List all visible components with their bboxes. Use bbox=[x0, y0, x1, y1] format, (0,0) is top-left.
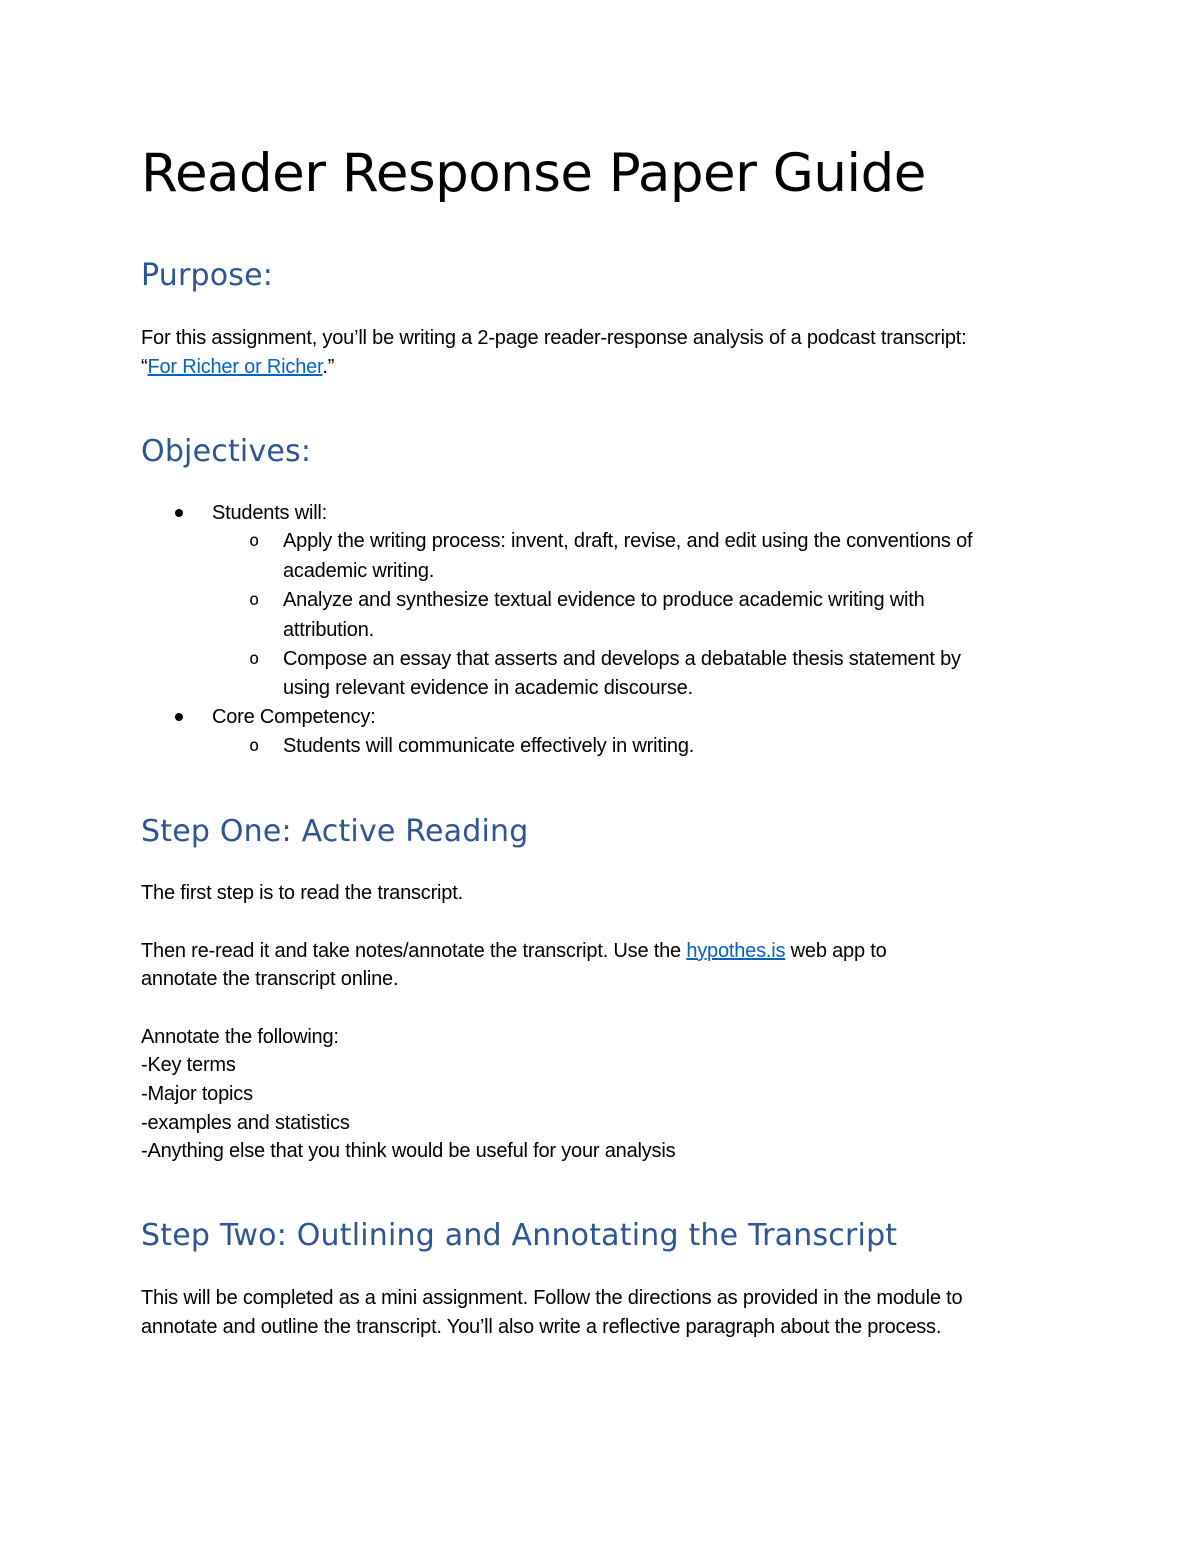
quote-open: “ bbox=[141, 356, 148, 378]
quote-close: .” bbox=[322, 356, 335, 378]
purpose-line-1: For this assignment, you’ll be writing a 2-page reader-response analysis of a podcast transcript: bbox=[141, 327, 967, 349]
sub-bullet-icon: o bbox=[249, 736, 260, 756]
bullet-dot-icon bbox=[175, 713, 183, 721]
objective-sub-1-line-2: academic writing. bbox=[283, 560, 435, 582]
sub-bullet-icon: o bbox=[249, 531, 260, 551]
step-one-para-2-line-2: annotate the transcript online. bbox=[141, 968, 399, 990]
step-one-para-1: The first step is to read the transcript. bbox=[141, 882, 463, 904]
step-one-heading: Step One: Active Reading bbox=[141, 814, 529, 849]
step-one-para-2-line-1 bbox=[141, 937, 887, 966]
annotate-list-item: -examples and statistics bbox=[141, 1112, 350, 1134]
for-richer-or-richer-link[interactable]: For Richer or Richer bbox=[147, 356, 323, 378]
sub-bullet-icon: o bbox=[249, 649, 260, 669]
purpose-heading: Purpose: bbox=[141, 258, 274, 293]
objective-sub-2-line-1: Analyze and synthesize textual evidence to produce academic writing with bbox=[283, 589, 925, 611]
document-title: Reader Response Paper Guide bbox=[141, 143, 926, 204]
step-one-para-2-text: Then re-read it and take notes/annotate the transcript. Use the bbox=[141, 940, 687, 962]
objective-sub-1-line-1: Apply the writing process: invent, draft, revise, and edit using the conventions of bbox=[283, 530, 973, 552]
sub-bullet-icon: o bbox=[249, 590, 260, 610]
annotate-list-item: -Major topics bbox=[141, 1083, 253, 1105]
objectives-heading: Objectives: bbox=[141, 434, 312, 469]
step-two-line-2: annotate and outline the transcript. You’ll also write a reflective paragraph about the process. bbox=[141, 1316, 942, 1338]
objective-core-competency: Core Competency: bbox=[212, 706, 376, 728]
objective-sub-4-line-1: Students will communicate effectively in writing. bbox=[283, 735, 695, 757]
objective-sub-3-line-2: using relevant evidence in academic discourse. bbox=[283, 677, 693, 699]
annotate-list-item: -Key terms bbox=[141, 1054, 236, 1076]
step-two-heading: Step Two: Outlining and Annotating the Transcript bbox=[141, 1218, 898, 1253]
objective-students-will: Students will: bbox=[212, 502, 328, 524]
annotate-list-intro: Annotate the following: bbox=[141, 1026, 339, 1048]
bullet-dot-icon bbox=[175, 509, 183, 517]
objective-sub-2-line-2: attribution. bbox=[283, 619, 374, 641]
purpose-line-2 bbox=[141, 353, 334, 382]
step-two-line-1: This will be completed as a mini assignment. Follow the directions as provided in the module to bbox=[141, 1287, 963, 1309]
hypothes-is-link[interactable]: hypothes.is bbox=[686, 940, 786, 962]
annotate-list-item: -Anything else that you think would be useful for your analysis bbox=[141, 1140, 676, 1162]
objective-sub-3-line-1: Compose an essay that asserts and develops a debatable thesis statement by bbox=[283, 648, 961, 670]
step-one-para-2-tail: web app to bbox=[785, 940, 887, 962]
